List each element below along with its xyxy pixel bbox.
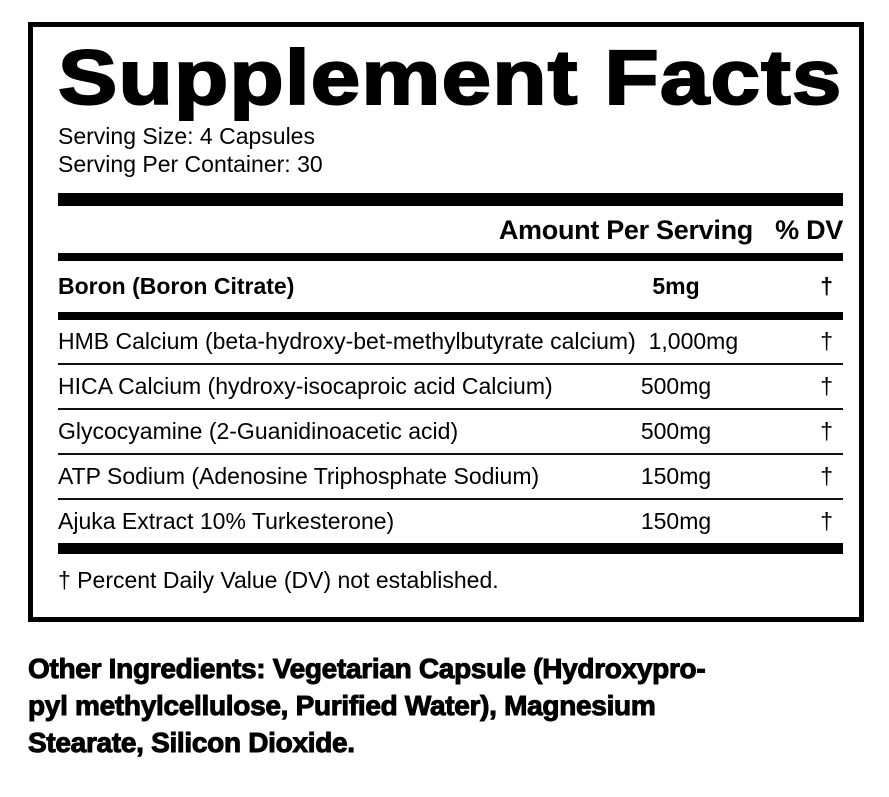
amount-per-serving-header: Amount Per Serving [498,215,753,245]
percent-dv-header: % DV [775,215,843,245]
ingredient-amount: 500mg [640,373,712,399]
other-ingredients-line: pyl methylcellulose, Purified Water), Magnesium [28,690,656,721]
other-ingredients-line: Other Ingredients: Vegetarian Capsule (Hydroxypro- [28,653,706,684]
dv-cell [771,273,843,300]
dv-cell [771,463,843,490]
ingredient-name: Boron (Boron Citrate) [58,273,295,299]
dagger-symbol: † [820,508,833,534]
dagger-symbol: † [820,418,833,444]
ingredient-name: HICA Calcium (hydroxy-isocaproic acid Calcium) [58,373,553,399]
ingredient-name: Ajuka Extract 10% Turkesterone) [58,508,395,534]
ingredient-name: HMB Calcium (beta-hydroxy-bet-methylbutyrate calcium) [58,328,636,354]
supplement-facts-panel [28,22,864,622]
section-bar-under-primary [58,312,843,320]
servings-per-container-text: Serving Per Container: 30 [58,151,323,177]
ingredient-amount: 5mg [652,273,700,299]
table-row [58,500,843,543]
table-row [58,410,843,453]
ingredient-name: ATP Sodium (Adenosine Triphosphate Sodium) [58,463,540,489]
panel-title: Supplement Facts [58,35,843,121]
other-ingredients-line: Stearate, Silicon Dioxide. [28,727,355,758]
dagger-symbol: † [820,373,833,399]
ingredient-amount: 150mg [640,463,712,489]
serving-info [58,122,843,178]
table-row [58,261,843,312]
dagger-symbol: † [820,328,833,354]
ingredient-amount: 150mg [640,508,712,534]
section-bar-under-header [58,253,843,261]
dv-cell [771,418,843,445]
section-bar-above-footnote [58,543,843,554]
dv-footnote: † Percent Daily Value (DV) not established. [58,567,499,593]
dagger-symbol: † [820,273,833,299]
ingredient-amount: 1,000mg [648,328,739,354]
section-bar-top [58,193,843,206]
table-header-row [58,206,843,253]
dv-cell [771,373,843,400]
ingredient-amount: 500mg [640,418,712,444]
dagger-symbol: † [820,463,833,489]
dv-cell [771,508,843,535]
dv-cell [771,328,843,355]
serving-size-text: Serving Size: 4 Capsules [58,123,315,149]
ingredient-name: Glycocyamine (2-Guanidinoacetic acid) [58,418,459,444]
other-ingredients-paragraph [28,650,862,761]
table-row [58,320,843,363]
table-row [58,455,843,498]
table-row [58,365,843,408]
